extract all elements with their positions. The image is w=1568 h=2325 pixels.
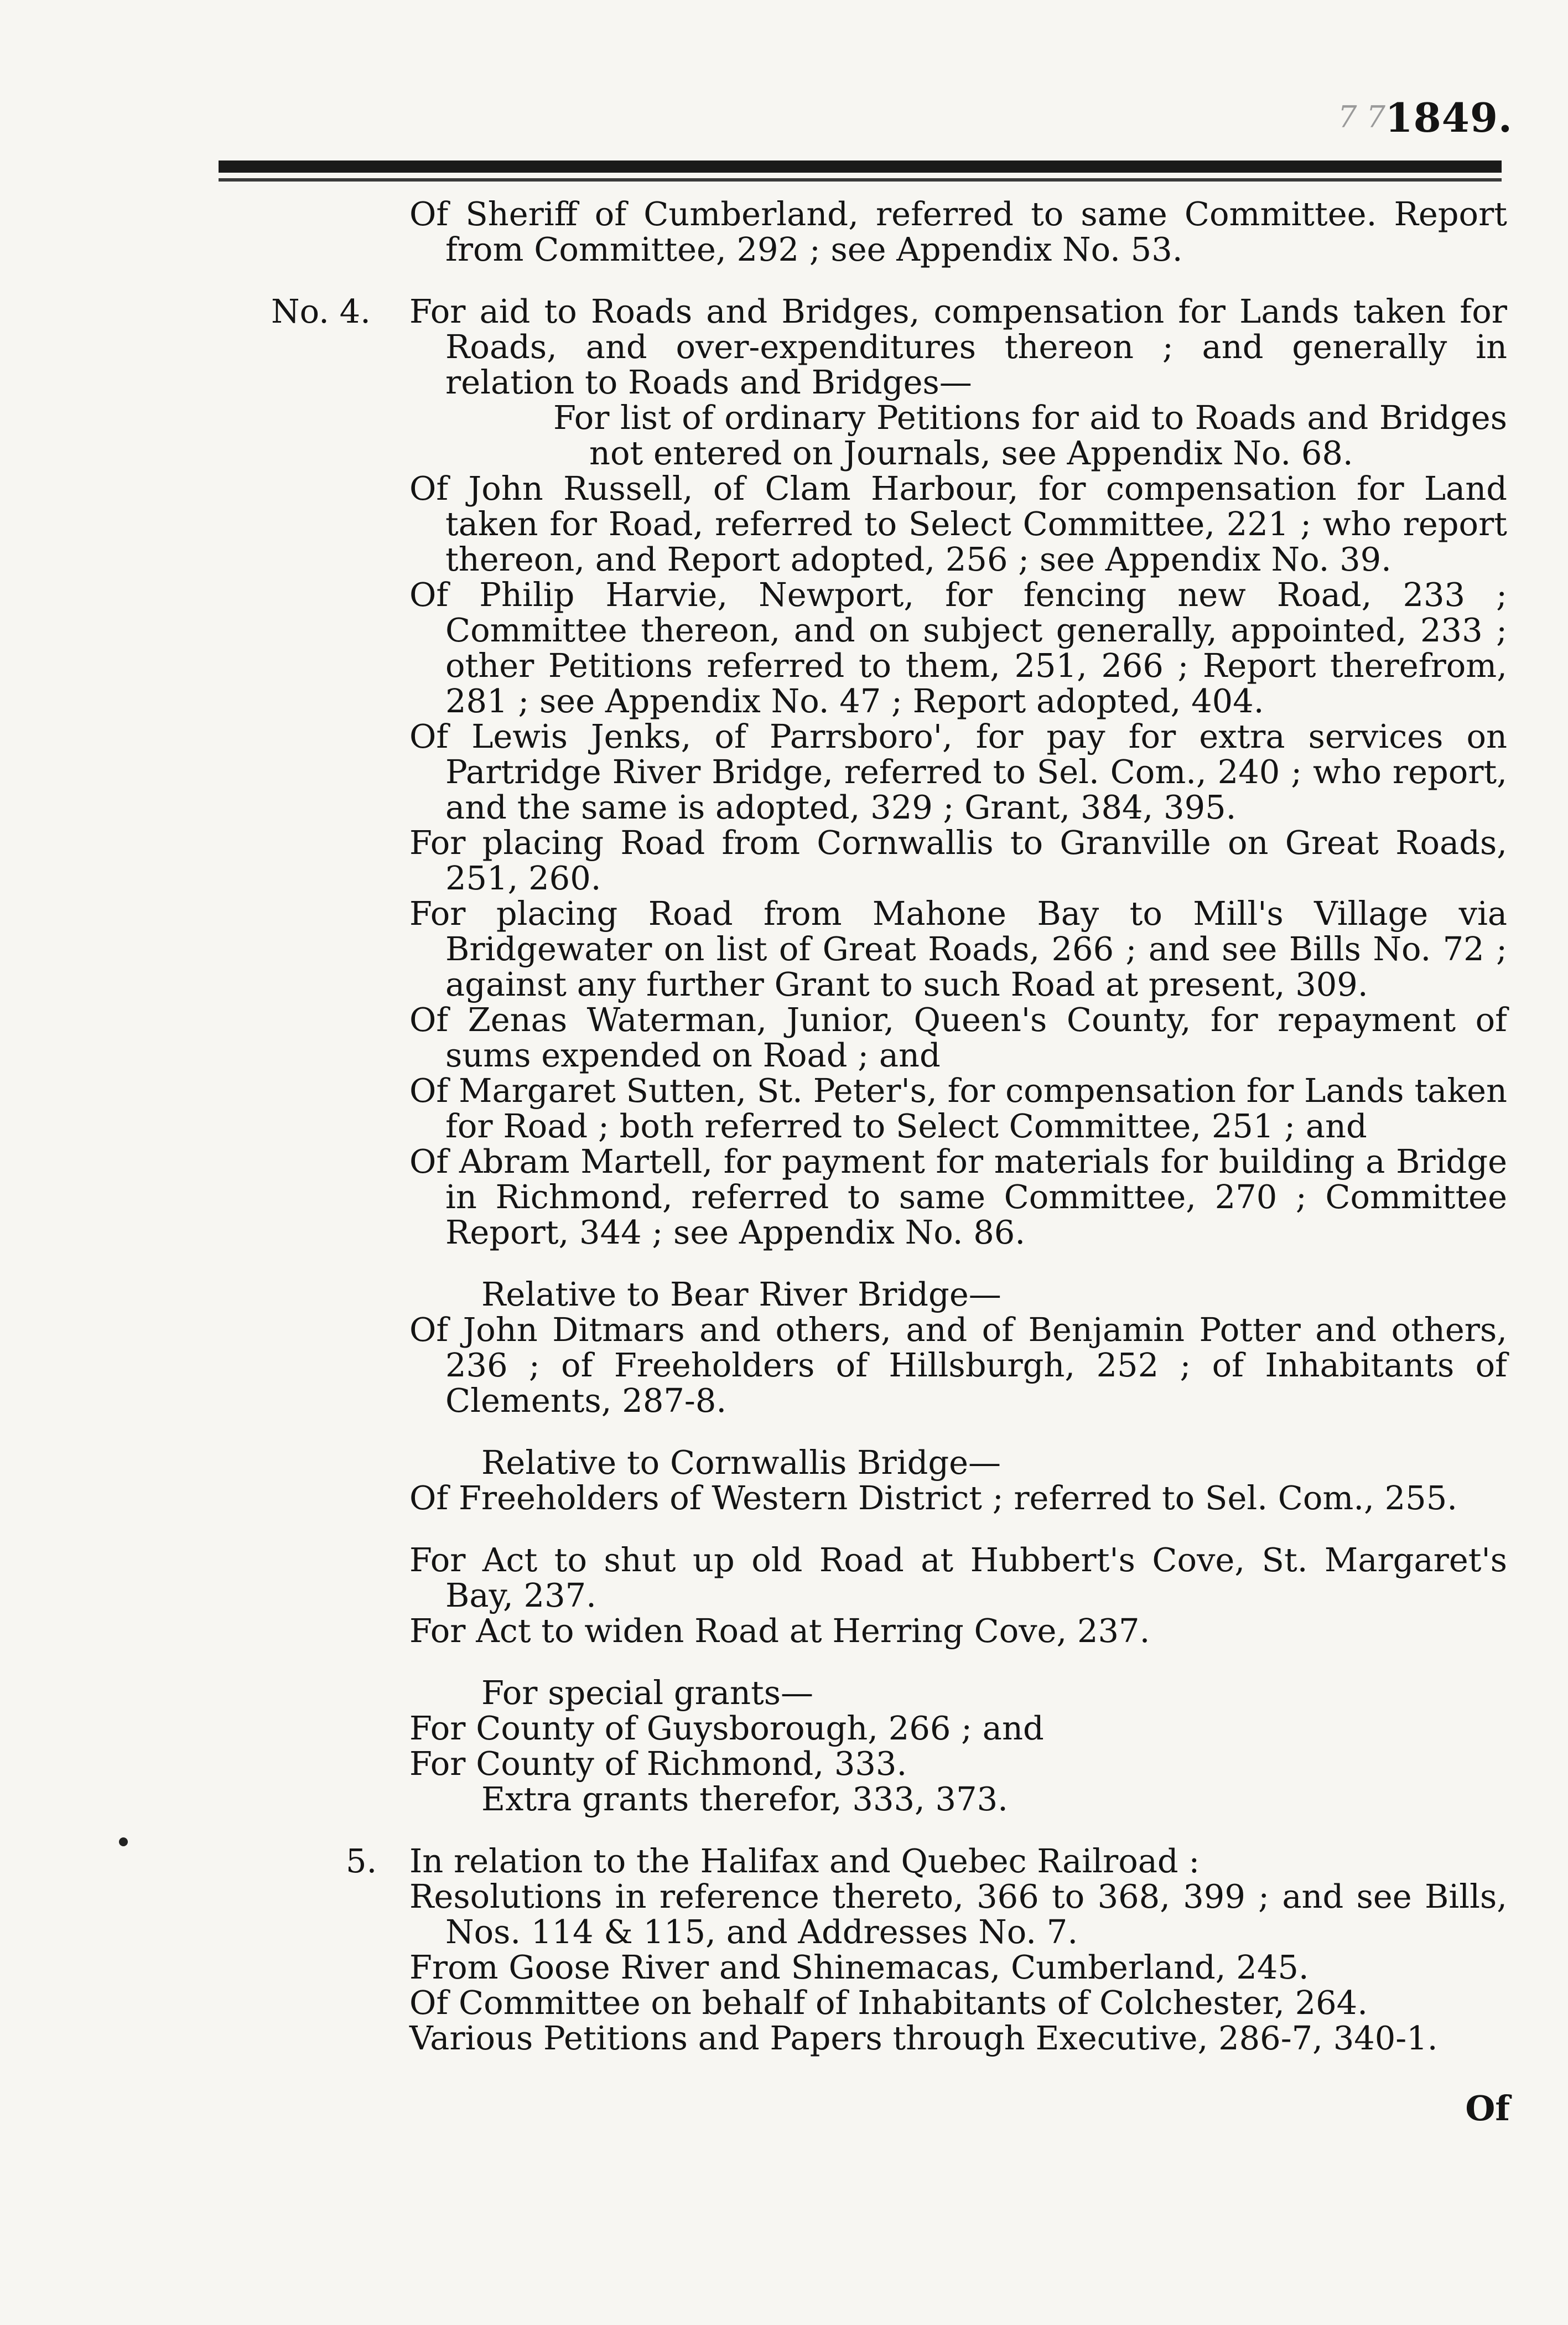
entry-text: For County of Richmond, 333. [409,1744,907,1783]
entry-text: For placing Road from Mahone Bay to Mill's Village via Bridgewater on list of Great Roads, 266 ; and see Bills No. 72 ; against any further Grant to such Road at present, 309. [409,894,1507,1003]
header-rule-thin [219,178,1502,182]
index-entry [0,1844,1507,1879]
entry-text: Of Abram Martell, for payment for materials for building a Bridge in Richmond, referred to same Committee, 270 ; Committee Report, 344 ; see Appendix No. 86. [409,1142,1507,1251]
entry-text: For special grants— [481,1674,813,1712]
index-entry [0,1002,1507,1073]
entry-text: Of John Russell, of Clam Harbour, for compensation for Land taken for Road, referred to Select Committee, 221 ; who report thereon, and Report adopted, 256 ; see Appendix No. 39. [409,469,1507,578]
index-entry [0,896,1507,1002]
entry-text: For County of Guysborough, 266 ; and [409,1709,1044,1747]
index-entry [0,471,1507,577]
section-number: No. 4. [271,292,371,330]
entry-text: For list of ordinary Petitions for aid to Roads and Bridges not entered on Journals, see Appendix No. 68. [553,398,1507,472]
index-entry [0,719,1507,825]
entry-text: Of John Ditmars and others, and of Benjamin Potter and others, 236 ; of Freeholders of Hillsburgh, 252 ; of Inhabitants of Clements, 287-8. [409,1311,1507,1420]
entry-text: For Act to widen Road at Herring Cove, 237. [409,1612,1150,1650]
section-heading [0,1277,1507,1312]
index-entry [0,1073,1507,1144]
sub-entry [0,400,1507,471]
spacer [0,1250,1568,1277]
index-entry [0,1144,1507,1250]
entry-text: Resolutions in reference thereto, 366 to 368, 399 ; and see Bills, Nos. 114 & 115, and Addresses No. 7. [409,1877,1507,1951]
spacer [0,1516,1568,1542]
entry-text: For aid to Roads and Bridges, compensation for Lands taken for Roads, and over-expenditures thereon ; and generally in relation to Roads and Bridges— [409,292,1507,401]
spacer [0,1649,1568,1675]
entry-text: From Goose River and Shinemacas, Cumberland, 245. [409,1948,1309,1986]
header-mark: 7 7 [1338,100,1385,134]
entry-text: For Act to shut up old Road at Hubbert's Cove, St. Margaret's Bay, 237. [409,1541,1507,1614]
entry-text: Relative to Cornwallis Bridge— [481,1443,1001,1482]
index-entry [0,1711,1507,1746]
header-rule-thick [219,160,1502,173]
index-entry [0,1480,1507,1516]
spacer [0,267,1568,294]
section-number: 5. [346,1842,377,1880]
index-entry [0,1542,1507,1613]
entry-text: Of Lewis Jenks, of Parrsboro', for pay for extra services on Partridge River Bridge, referred to Sel. Com., 240 ; who report, and the same is adopted, 329 ; Grant, 384, 395. [409,717,1507,826]
entry-text: Relative to Bear River Bridge— [481,1275,1001,1313]
spacer [0,1418,1568,1445]
index-entry [0,2021,1507,2056]
index-entry [0,1985,1507,2021]
entry-text: Of Zenas Waterman, Junior, Queen's County, for repayment of sums expended on Road ; and [409,1001,1507,1074]
sub-entry [0,1782,1507,1817]
entry-text: Extra grants therefor, 333, 373. [481,1780,1008,1818]
entry-text: Of Freeholders of Western District ; referred to Sel. Com., 255. [409,1479,1457,1517]
entry-text: Of Margaret Sutten, St. Peter's, for compensation for Lands taken for Road ; both referred to Select Committee, 251 ; and [409,1071,1507,1145]
index-entry [0,1950,1507,1985]
entry-text: In relation to the Halifax and Quebec Railroad : [409,1842,1200,1880]
index-entry [0,577,1507,719]
page-year: 1849. [1385,94,1513,141]
section-heading [0,1445,1507,1480]
entry-text: Of Philip Harvie, Newport, for fencing new Road, 233 ; Committee thereon, and on subject generally, appointed, 233 ; other Petitions referred to them, 251, 266 ; Report therefrom, 281 ; see Appendix No. 47 ; Report adopted, 404. [409,576,1507,720]
entry-text: Of Sheriff of Cumberland, referred to same Committee. Report from Committee, 292 ; see Appendix No. 53. [409,195,1507,268]
index-entry [0,294,1507,400]
section-heading [0,1675,1507,1711]
index-entry [0,1746,1507,1782]
index-entry [0,196,1507,267]
spacer [0,1817,1568,1844]
index-entry [0,1879,1507,1950]
catchword: Of [1465,2088,1510,2129]
index-entry [0,1312,1507,1418]
index-entry [0,825,1507,896]
entry-text: Various Petitions and Papers through Executive, 286-7, 340-1. [409,2019,1438,2057]
entry-text: Of Committee on behalf of Inhabitants of Colchester, 264. [409,1984,1368,2022]
index-body [0,196,1568,2056]
margin-speck [119,1837,128,1846]
entry-text: For placing Road from Cornwallis to Granville on Great Roads, 251, 260. [409,824,1507,897]
index-entry [0,1613,1507,1649]
